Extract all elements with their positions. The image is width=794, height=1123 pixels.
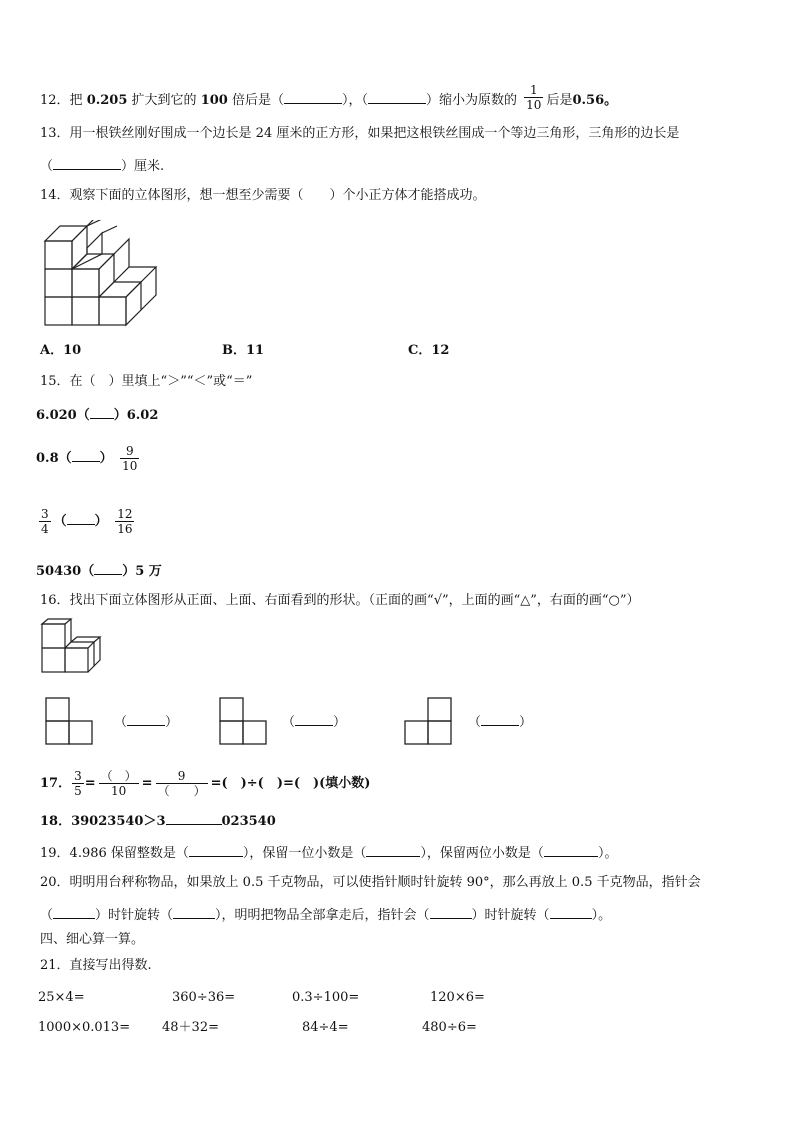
question-12 — [40, 83, 618, 115]
bracket: （ — [114, 715, 128, 730]
q16-view-2 — [218, 696, 268, 746]
q16-blank-3[interactable] — [468, 713, 532, 731]
answer-blank[interactable] — [72, 449, 100, 462]
question-13-line-1: 13．用一根铁丝刚好围成一个边长是 24 厘米的正方形，如果把这根铁丝围成一个等边三角形，三角形的边长是 — [40, 126, 680, 141]
q12-number: 0.205 — [86, 93, 128, 108]
equals: = — [84, 776, 96, 791]
denominator: 16 — [117, 522, 133, 536]
q12-text: ），（ — [342, 93, 369, 108]
q12-text: 12．把 — [40, 93, 83, 108]
answer-blank[interactable] — [173, 906, 215, 919]
numerator: 12 — [117, 507, 133, 521]
answer-blank[interactable] — [53, 157, 121, 170]
q15-row-2 — [36, 439, 142, 479]
numerator[interactable]: （ ） — [100, 769, 137, 783]
cube-stack-figure — [42, 220, 162, 330]
q15-text: 50430（ — [36, 564, 95, 579]
question-20-line-2 — [40, 906, 611, 924]
q19-text: ）。 — [597, 846, 618, 861]
denominator[interactable]: （ ） — [157, 784, 206, 798]
q14-option-b[interactable]: B．11 — [222, 343, 265, 358]
calc-item: 120×6= — [430, 990, 485, 1005]
calc-item: 0.3÷100= — [292, 990, 360, 1005]
q14-option-a[interactable]: A．10 — [40, 343, 82, 358]
q18-text: 023540 — [221, 814, 276, 829]
q16-blank-1[interactable] — [114, 713, 178, 731]
denominator: 4 — [41, 522, 49, 536]
q15-text: ） — [99, 451, 113, 466]
answer-blank[interactable] — [166, 812, 222, 825]
q12-text: 倍后是（ — [231, 93, 284, 108]
q15-row-4 — [36, 562, 162, 580]
q20-text: ），明明把物品全部拿走后，指针会（ — [215, 908, 430, 923]
q20-text: ）。 — [591, 908, 612, 923]
q19-text: ），保留两位小数是（ — [420, 846, 544, 861]
q15-text: ）5 万 — [122, 564, 162, 579]
bracket: （ — [468, 715, 482, 730]
answer-blank[interactable] — [127, 713, 165, 726]
answer-blank[interactable] — [94, 562, 122, 575]
calc-item: 1000×0.013= — [38, 1020, 131, 1035]
equals: = — [141, 776, 153, 791]
question-21-title: 21．直接写出得数. — [40, 958, 152, 973]
question-16: 16．找出下面立体图形从正面、上面、右面看到的形状。（正面的画“√”，上面的画“△”，右面的画“○”） — [40, 593, 640, 608]
section-heading: 四、细心算一算。 — [40, 932, 145, 947]
q17-number: 17． — [40, 776, 72, 791]
q12-number: 100 — [200, 93, 228, 108]
denominator: 10 — [122, 459, 138, 473]
calc-item: 360÷36= — [172, 990, 236, 1005]
fraction — [39, 507, 51, 536]
q12-text: ）缩小为原数的 — [426, 93, 518, 108]
q20-text: ）时针旋转（ — [95, 908, 174, 923]
q15-row-3 — [36, 502, 137, 542]
answer-blank[interactable] — [368, 91, 426, 104]
q15-text: ） — [94, 514, 108, 529]
bracket: （ — [282, 715, 296, 730]
bracket: ） — [333, 715, 347, 730]
q20-text: ）时针旋转（ — [471, 908, 550, 923]
answer-blank[interactable] — [550, 906, 592, 919]
numerator: 3 — [74, 769, 82, 783]
answer-blank[interactable] — [67, 512, 95, 525]
q15-row-1 — [36, 406, 158, 424]
q18-text: 18．39023540＞3 — [40, 814, 166, 829]
numerator: 9 — [125, 444, 134, 458]
bracket: ） — [519, 715, 533, 730]
q12-text: 后是 — [546, 93, 573, 108]
numerator: 3 — [41, 507, 49, 521]
q16-solid-figure — [40, 618, 106, 674]
q19-text: 19．4.986 保留整数是（ — [40, 846, 189, 861]
answer-blank[interactable] — [481, 713, 519, 726]
q15-text: 6.020（ — [36, 408, 90, 423]
q12-text: 扩大到它的 — [131, 93, 197, 108]
calc-item: 48＋32= — [162, 1020, 219, 1035]
numerator: 1 — [529, 83, 538, 97]
answer-blank[interactable] — [295, 713, 333, 726]
q16-view-1 — [44, 696, 94, 746]
denominator: 10 — [99, 783, 139, 798]
answer-blank[interactable] — [430, 906, 472, 919]
denominator: 5 — [74, 784, 82, 798]
q15-text: ）6.02 — [113, 408, 159, 423]
fraction — [115, 507, 134, 536]
answer-blank[interactable] — [544, 844, 598, 857]
question-15-title: 15．在（ ）里填上“＞”“＜”或“＝” — [40, 374, 253, 389]
answer-blank[interactable] — [53, 906, 95, 919]
q20-text: （ — [40, 908, 54, 923]
q16-view-3 — [403, 696, 453, 746]
question-13-line-2 — [40, 157, 164, 175]
q13-text: ）厘米. — [121, 159, 165, 174]
numerator: 9 — [177, 769, 186, 783]
q19-text: ），保留一位小数是（ — [242, 846, 367, 861]
q12-number: 0.56。 — [572, 93, 618, 108]
fraction — [99, 769, 139, 798]
answer-blank[interactable] — [90, 406, 114, 419]
answer-blank[interactable] — [366, 844, 420, 857]
q14-option-c[interactable]: C．12 — [408, 343, 450, 358]
calc-item: 84÷4= — [302, 1020, 349, 1035]
q15-text: 0.8（ — [36, 451, 72, 466]
q16-blank-2[interactable] — [282, 713, 346, 731]
denominator: 10 — [526, 98, 542, 112]
q13-text: （ — [40, 159, 54, 174]
fraction — [524, 83, 543, 112]
question-14: 14．观察下面的立体图形，想一想至少需要（ ）个小正方体才能搭成功。 — [40, 188, 486, 203]
answer-blank[interactable] — [189, 844, 243, 857]
question-20-line-1: 20．明明用台秤称物品，如果放上 0.5 千克物品，可以使指针顺时针旋转 90°，那么再放上 0.5 千克物品，指针会 — [40, 875, 701, 890]
question-19 — [40, 844, 617, 862]
calc-item: 25×4= — [38, 990, 85, 1005]
q15-text: （ — [53, 514, 67, 529]
question-18 — [40, 812, 276, 830]
question-17 — [40, 764, 370, 804]
fraction — [156, 769, 208, 798]
fraction — [72, 769, 84, 798]
fraction — [120, 444, 139, 473]
q17-text: =( )÷( )=( )(填小数) — [210, 776, 371, 791]
bracket: ） — [165, 715, 179, 730]
answer-blank[interactable] — [284, 91, 342, 104]
calc-item: 480÷6= — [422, 1020, 477, 1035]
